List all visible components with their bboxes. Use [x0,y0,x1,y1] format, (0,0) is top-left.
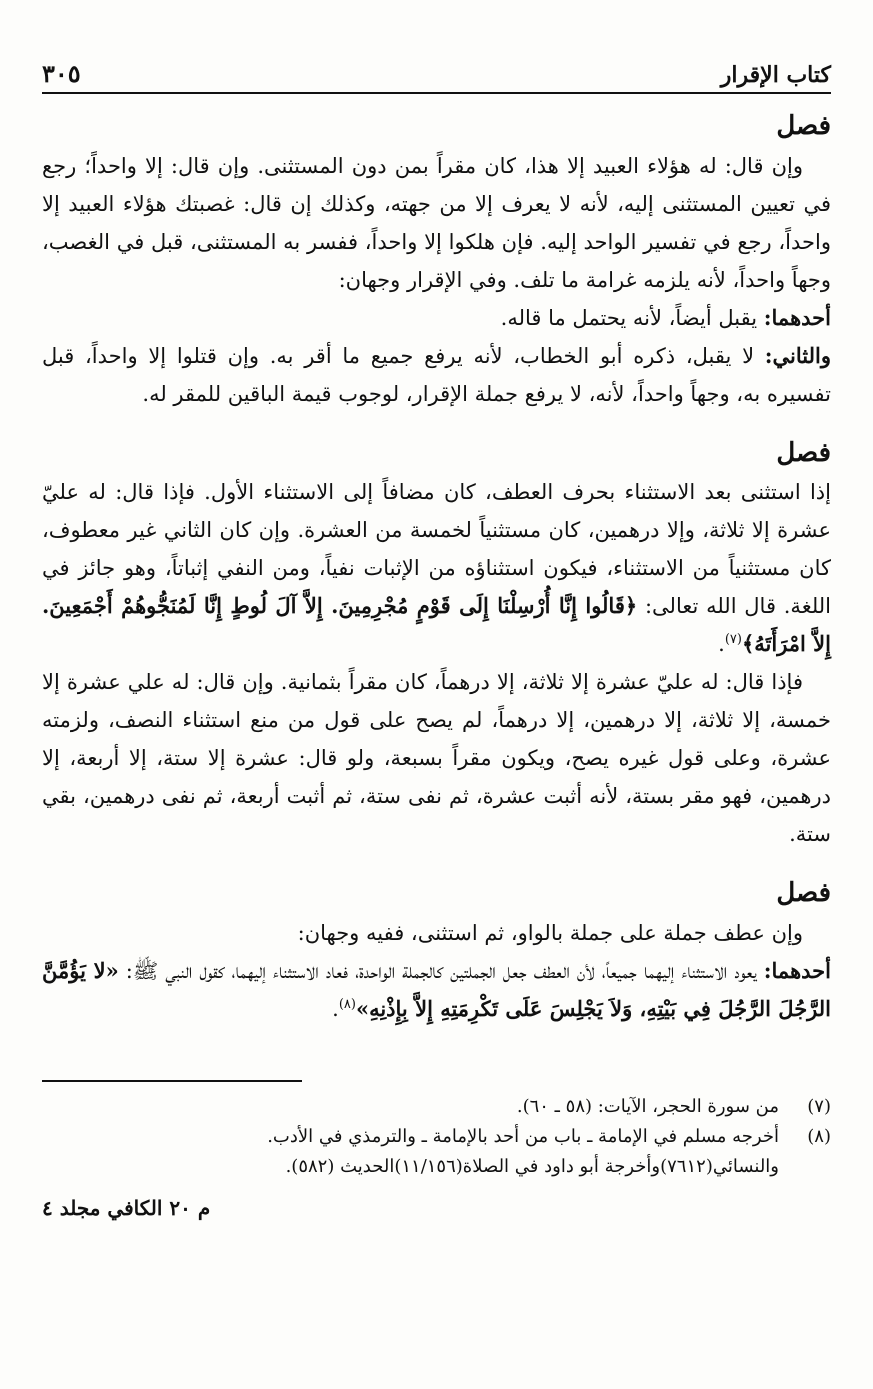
page-header [42,40,831,94]
section-3 [42,879,831,1028]
section-1 [42,112,831,413]
paragraph: وإن عطف جملة على جملة بالواو، ثم استثنى، ففيه وجهان: [297,920,803,945]
footnote [42,1092,831,1122]
footnote-number: (٨) [807,1125,831,1147]
paragraph: إذا استثنى بعد الاستثناء بحرف العطف، كان مضافاً إلى الاستثناء الأول. فإذا قال: له عليّ عشرة إلا ثلاثة، وإلا درهمين، كان مستثنياً لخمسة من العشرة. وإن كان الثاني غير معطوف، كان مستثنياً من الاستثناء، فيكون استثناؤه من الإثبات نفياً، ومن النفي إثباتاً، وهو جائز في اللغة. قال الله تعالى: ﴿قَالُوا إِنَّا أُرْسِلْنَا إِلَى قَوْمٍ مُجْرِمِينَ. إِلاَّ آلَ لُوطٍ إِنَّا لَمُنَجُّوهُمْ أَجْمَعِينَ. إِلاَّ امْرَأَتَهُ﴾$^{(٧)}$. [42,480,832,657]
section-title: فصل [776,111,831,141]
signature-line: م ٢٠ الكافي مجلد ٤ [42,1195,211,1220]
paragraph: أحدهما: يعود الاستثناء إليهما جميعاً، لأن العطف جعل الجملتين كالجملة الواحدة، فعاد الاستثناء إليهما، كقول النبي ﷺ: «لا يَؤُمَّنَّ الرَّجُلَ الرَّجُلَ فِي بَيْتِهِ، وَلاَ يَجْلِسَ عَلَى تَكْرِمَتِهِ إِلاَّ بِإِذْنِهِ»$^{(٨)}$. [42,957,831,1021]
paragraph-text: يعود الاستثناء إليهما جميعاً، لأن العطف جعل الجملتين كالجملة الواحدة، فعاد الاستثناء إليهما، كقول النبي ﷺ: [125,958,757,983]
paragraph: فإذا قال: له عليّ عشرة إلا ثلاثة، إلا درهماً، كان مقراً بثمانية. وإن قال: له علي عشرة إلا خمسة، إلا ثلاثة، إلا درهمين، إلا درهماً، لم يصح على قول من منع استثناء النصف، ولزمته عشرة، وعلى قول غيره يصح، ويكون مقراً بسبعة، ولو قال: عشرة إلا ستة، إلا أربعة، إلا درهمين، فهو مقر بستة، لأنه أثبت عشرة، ثم نفى ستة، ثم أثبت أربعة، ثم نفى درهمين، بقي ستة. [42,670,831,847]
term-label: أحدهما: [763,957,831,983]
footnote-continuation: والنسائي(٧٦١٢)وأخرجة أبو داود في الصلاة(١١/١٥٦)الحديث (٥٨٢). [285,1155,779,1177]
footnote-ref: (٨) [338,996,356,1012]
paragraph-text: إذا استثنى بعد الاستثناء بحرف العطف، كان مضافاً إلى الاستثناء الأول. فإذا قال: له عليّ عشرة إلا ثلاثة، وإلا درهمين، كان مستثنياً لخمسة من العشرة. وإن كان الثاني غير معطوف، كان مستثنياً من الاستثناء، فيكون استثناؤه من الإثبات نفياً، ومن النفي إثباتاً، وهو جائز في اللغة. قال الله تعالى: [42,480,832,619]
footnote-divider [42,1080,302,1082]
section-2 [42,439,831,854]
term-label: والثاني: [764,342,832,368]
footnote-ref: (٧) [724,632,742,648]
term-label: أحدهما: [763,304,831,330]
quran-verse: ﴿قَالُوا إِنَّا أُرْسِلْنَا إِلَى قَوْمٍ مُجْرِمِينَ. إِلاَّ آلَ لُوطٍ إِنَّا لَمُنَجُّوهُمْ أَجْمَعِينَ. إِلاَّ امْرَأَتَهُ﴾ [42,593,831,657]
item-text: يقبل أيضاً، لأنه يحتمل ما قاله. [500,305,758,330]
section-title: فصل [776,878,831,909]
list-item [42,299,831,337]
footnote-text: أخرجه مسلم في الإمامة ـ باب من أحد بالإمامة ـ والترمذي في الأدب. [267,1125,779,1147]
running-title: كتاب الإقرار [720,62,831,88]
footnote [42,1122,831,1152]
footnote-text: من سورة الحجر، الآيات: (٥٨ ـ ٦٠). [516,1095,779,1117]
page-number: ٣٠٥ [42,59,81,88]
hadith-quote: «لا يَؤُمَّنَّ الرَّجُلَ الرَّجُلَ فِي بَيْتِهِ، وَلاَ يَجْلِسَ عَلَى تَكْرِمَتِهِ إِلاَّ بِإِذْنِهِ» [42,957,831,1021]
footnotes [42,1092,831,1182]
section-title: فصل [776,437,831,468]
paragraph: وإن قال: له هؤلاء العبيد إلا هذا، كان مقراً بمن دون المستثنى. وإن قال: إلا واحداً؛ رجع في تعيين المستثنى إليه، لأنه لا يعرف إلا من جهته، وكذلك إن قال: غصبتك هؤلاء العبيد إلا واحداً، رجع في تفسير الواحد إليه. فإن هلكوا إلا واحداً، ففسر به المستثنى، قبل في الغصب، وجهاً واحداً، لأنه يلزمه غرامة ما تلف. وفي الإقرار وجهان: [42,153,831,292]
item-text: لا يقبل، ذكره أبو الخطاب، لأنه يرفع جميع ما أقر به. وإن قتلوا إلا واحداً، قبل تفسيره به، وجهاً واحداً، لأنه، لا يرفع جملة الإقرار، لوجوب قيمة الباقين للمقر له. [42,343,831,406]
footnote-number: (٧) [807,1095,831,1117]
list-item [42,337,831,413]
